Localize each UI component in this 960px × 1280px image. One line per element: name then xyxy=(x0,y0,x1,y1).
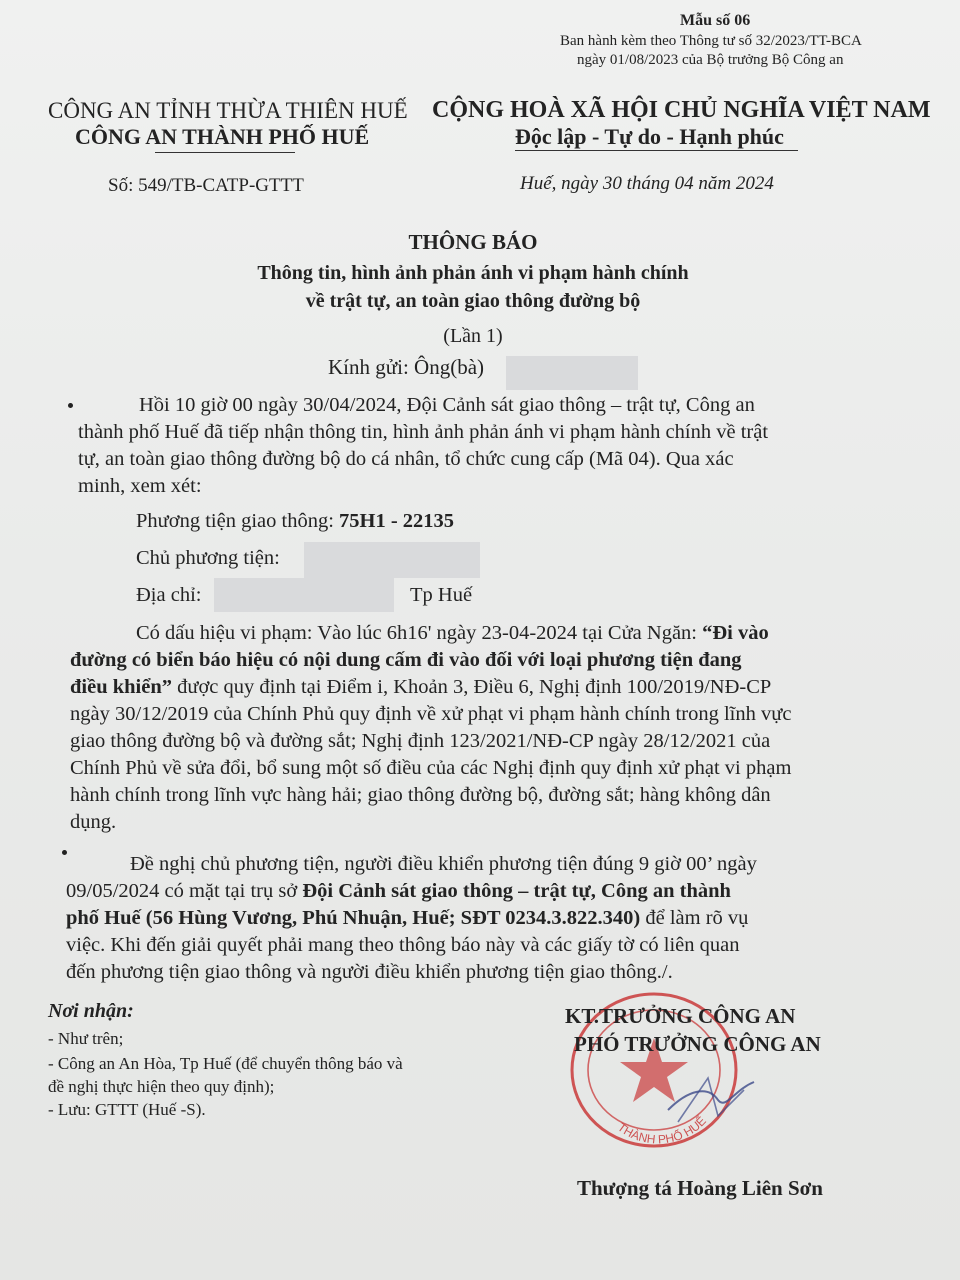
intro-line: tự, an toàn giao thông đường bộ do cá nhân, tổ chức cung cấp (Mã 04). Qua xác xyxy=(78,448,734,470)
issuing-unit-underline xyxy=(155,152,295,153)
recipients-item: - Như trên; xyxy=(48,1029,124,1048)
form-number: Mẫu số 06 xyxy=(680,12,751,29)
violation-line-text: được quy định tại Điểm i, Khoản 3, Điều 6, Nghị định 100/2019/NĐ-CP xyxy=(171,676,772,698)
national-motto-text: Độc lập - Tự do - Hạnh phúc xyxy=(515,124,784,149)
violation-line xyxy=(70,676,771,699)
violation-line-text: Có dấu hiệu vi phạm: Vào lúc 6h16' ngày 23-04-2024 tại Cửa Ngăn: xyxy=(136,622,703,644)
notice-round: (Lần 1) xyxy=(443,325,503,347)
issuing-unit-text: CÔNG AN THÀNH PHỐ HUẾ xyxy=(75,124,370,149)
request-line: Đề nghị chủ phương tiện, người điều khiển phương tiện đúng 9 giờ 00’ ngày xyxy=(130,853,757,875)
violation-line: dụng. xyxy=(70,811,117,833)
violation-line: ngày 30/12/2019 của Chính Phủ quy định về xử phạt vi phạm hành chính trong lĩnh vực xyxy=(70,703,792,725)
national-motto-underline xyxy=(515,150,798,151)
recipient-label: Kính gửi: Ông(bà) xyxy=(328,355,485,379)
document-number: Số: 549/TB-CATP-GTTT xyxy=(108,175,304,196)
intro-line: minh, xem xét: xyxy=(78,475,202,497)
request-line-bold: Đội Cảnh sát giao thông – trật tự, Công an thành xyxy=(302,880,731,902)
vehicle-plate-value: 75H1 - 22135 xyxy=(339,510,455,532)
margin-mark xyxy=(62,850,67,855)
violation-line: hành chính trong lĩnh vực hàng hải; giao thông đường bộ, đường sắt; hàng không dân xyxy=(70,784,771,806)
form-reference-line1: Ban hành kèm theo Thông tư số 32/2023/TT-BCA xyxy=(560,33,862,49)
request-line-text: 09/05/2024 có mặt tại trụ sở xyxy=(66,880,303,902)
signature-title2: PHÓ TRƯỞNG CÔNG AN xyxy=(574,1032,821,1056)
violation-line xyxy=(136,622,769,645)
intro-line: Hồi 10 giờ 00 ngày 30/04/2024, Đội Cảnh sát giao thông – trật tự, Công an xyxy=(139,394,755,416)
violation-line: giao thông đường bộ và đường sắt; Nghị định 123/2021/NĐ-CP ngày 28/12/2021 của xyxy=(70,730,771,752)
recipients-item: - Lưu: GTTT (Huế -S). xyxy=(48,1100,206,1119)
address-city: Tp Huế xyxy=(410,584,473,606)
recipients-item: - Công an An Hòa, Tp Huế (để chuyển thông báo và xyxy=(48,1054,403,1073)
national-title: CỘNG HOÀ XÃ HỘI CHỦ NGHĨA VIỆT NAM xyxy=(432,97,931,123)
form-reference-line2: ngày 01/08/2023 của Bộ trưởng Bộ Công an xyxy=(577,52,844,68)
document-subtitle-line1: Thông tin, hình ảnh phản ánh vi phạm hành chính xyxy=(257,262,689,284)
vehicle-plate-label: Phương tiện giao thông: xyxy=(136,510,340,532)
redacted-address xyxy=(214,578,394,612)
issuing-unit xyxy=(75,124,369,150)
address-label: Địa chỉ: xyxy=(136,584,202,606)
request-line xyxy=(66,907,748,930)
vehicle-plate-row xyxy=(136,510,454,533)
violation-line-bold: điều khiển” xyxy=(70,676,172,698)
recipients-title: Nơi nhận: xyxy=(48,1000,134,1022)
request-line-bold: phố Huế (56 Hùng Vương, Phú Nhuận, Huế; SĐT 0234.3.822.340) xyxy=(66,907,641,929)
margin-mark xyxy=(68,403,73,408)
place-and-date: Huế, ngày 30 tháng 04 năm 2024 xyxy=(520,173,774,194)
stamp-text: THÀNH PHỐ HUẾ xyxy=(615,1113,709,1147)
document-title: THÔNG BÁO xyxy=(408,230,538,254)
recipients-item: đề nghị thực hiện theo quy định); xyxy=(48,1077,275,1096)
violation-line: Chính Phủ về sửa đổi, bổ sung một số điều của các Nghị định quy định xử phạt vi phạm xyxy=(70,757,792,779)
violation-line-bold: đường có biển báo hiệu có nội dung cấm đi vào đối với loại phương tiện đang xyxy=(70,649,742,671)
redacted-recipient-name xyxy=(506,356,638,390)
signer-name: Thượng tá Hoàng Liên Sơn xyxy=(577,1176,823,1200)
redacted-owner-name xyxy=(304,542,480,578)
violation-line-bold: “Đi vào xyxy=(702,622,769,644)
intro-line: thành phố Huế đã tiếp nhận thông tin, hình ảnh phản ánh vi phạm hành chính về trật xyxy=(78,421,769,443)
request-line: việc. Khi đến giải quyết phải mang theo thông báo này và các giấy tờ có liên quan xyxy=(66,934,740,956)
national-motto xyxy=(515,124,784,150)
request-line: đến phương tiện giao thông và người điều khiển phương tiện giao thông./. xyxy=(66,961,673,983)
document-subtitle-line2: về trật tự, an toàn giao thông đường bộ xyxy=(305,290,641,312)
vehicle-owner-label: Chủ phương tiện: xyxy=(136,547,280,569)
request-line xyxy=(66,880,731,903)
request-line-text: để làm rõ vụ xyxy=(640,907,749,929)
issuing-authority: CÔNG AN TỈNH THỪA THIÊN HUẾ xyxy=(48,98,408,123)
signature-title1: KT.TRƯỞNG CÔNG AN xyxy=(565,1004,796,1028)
